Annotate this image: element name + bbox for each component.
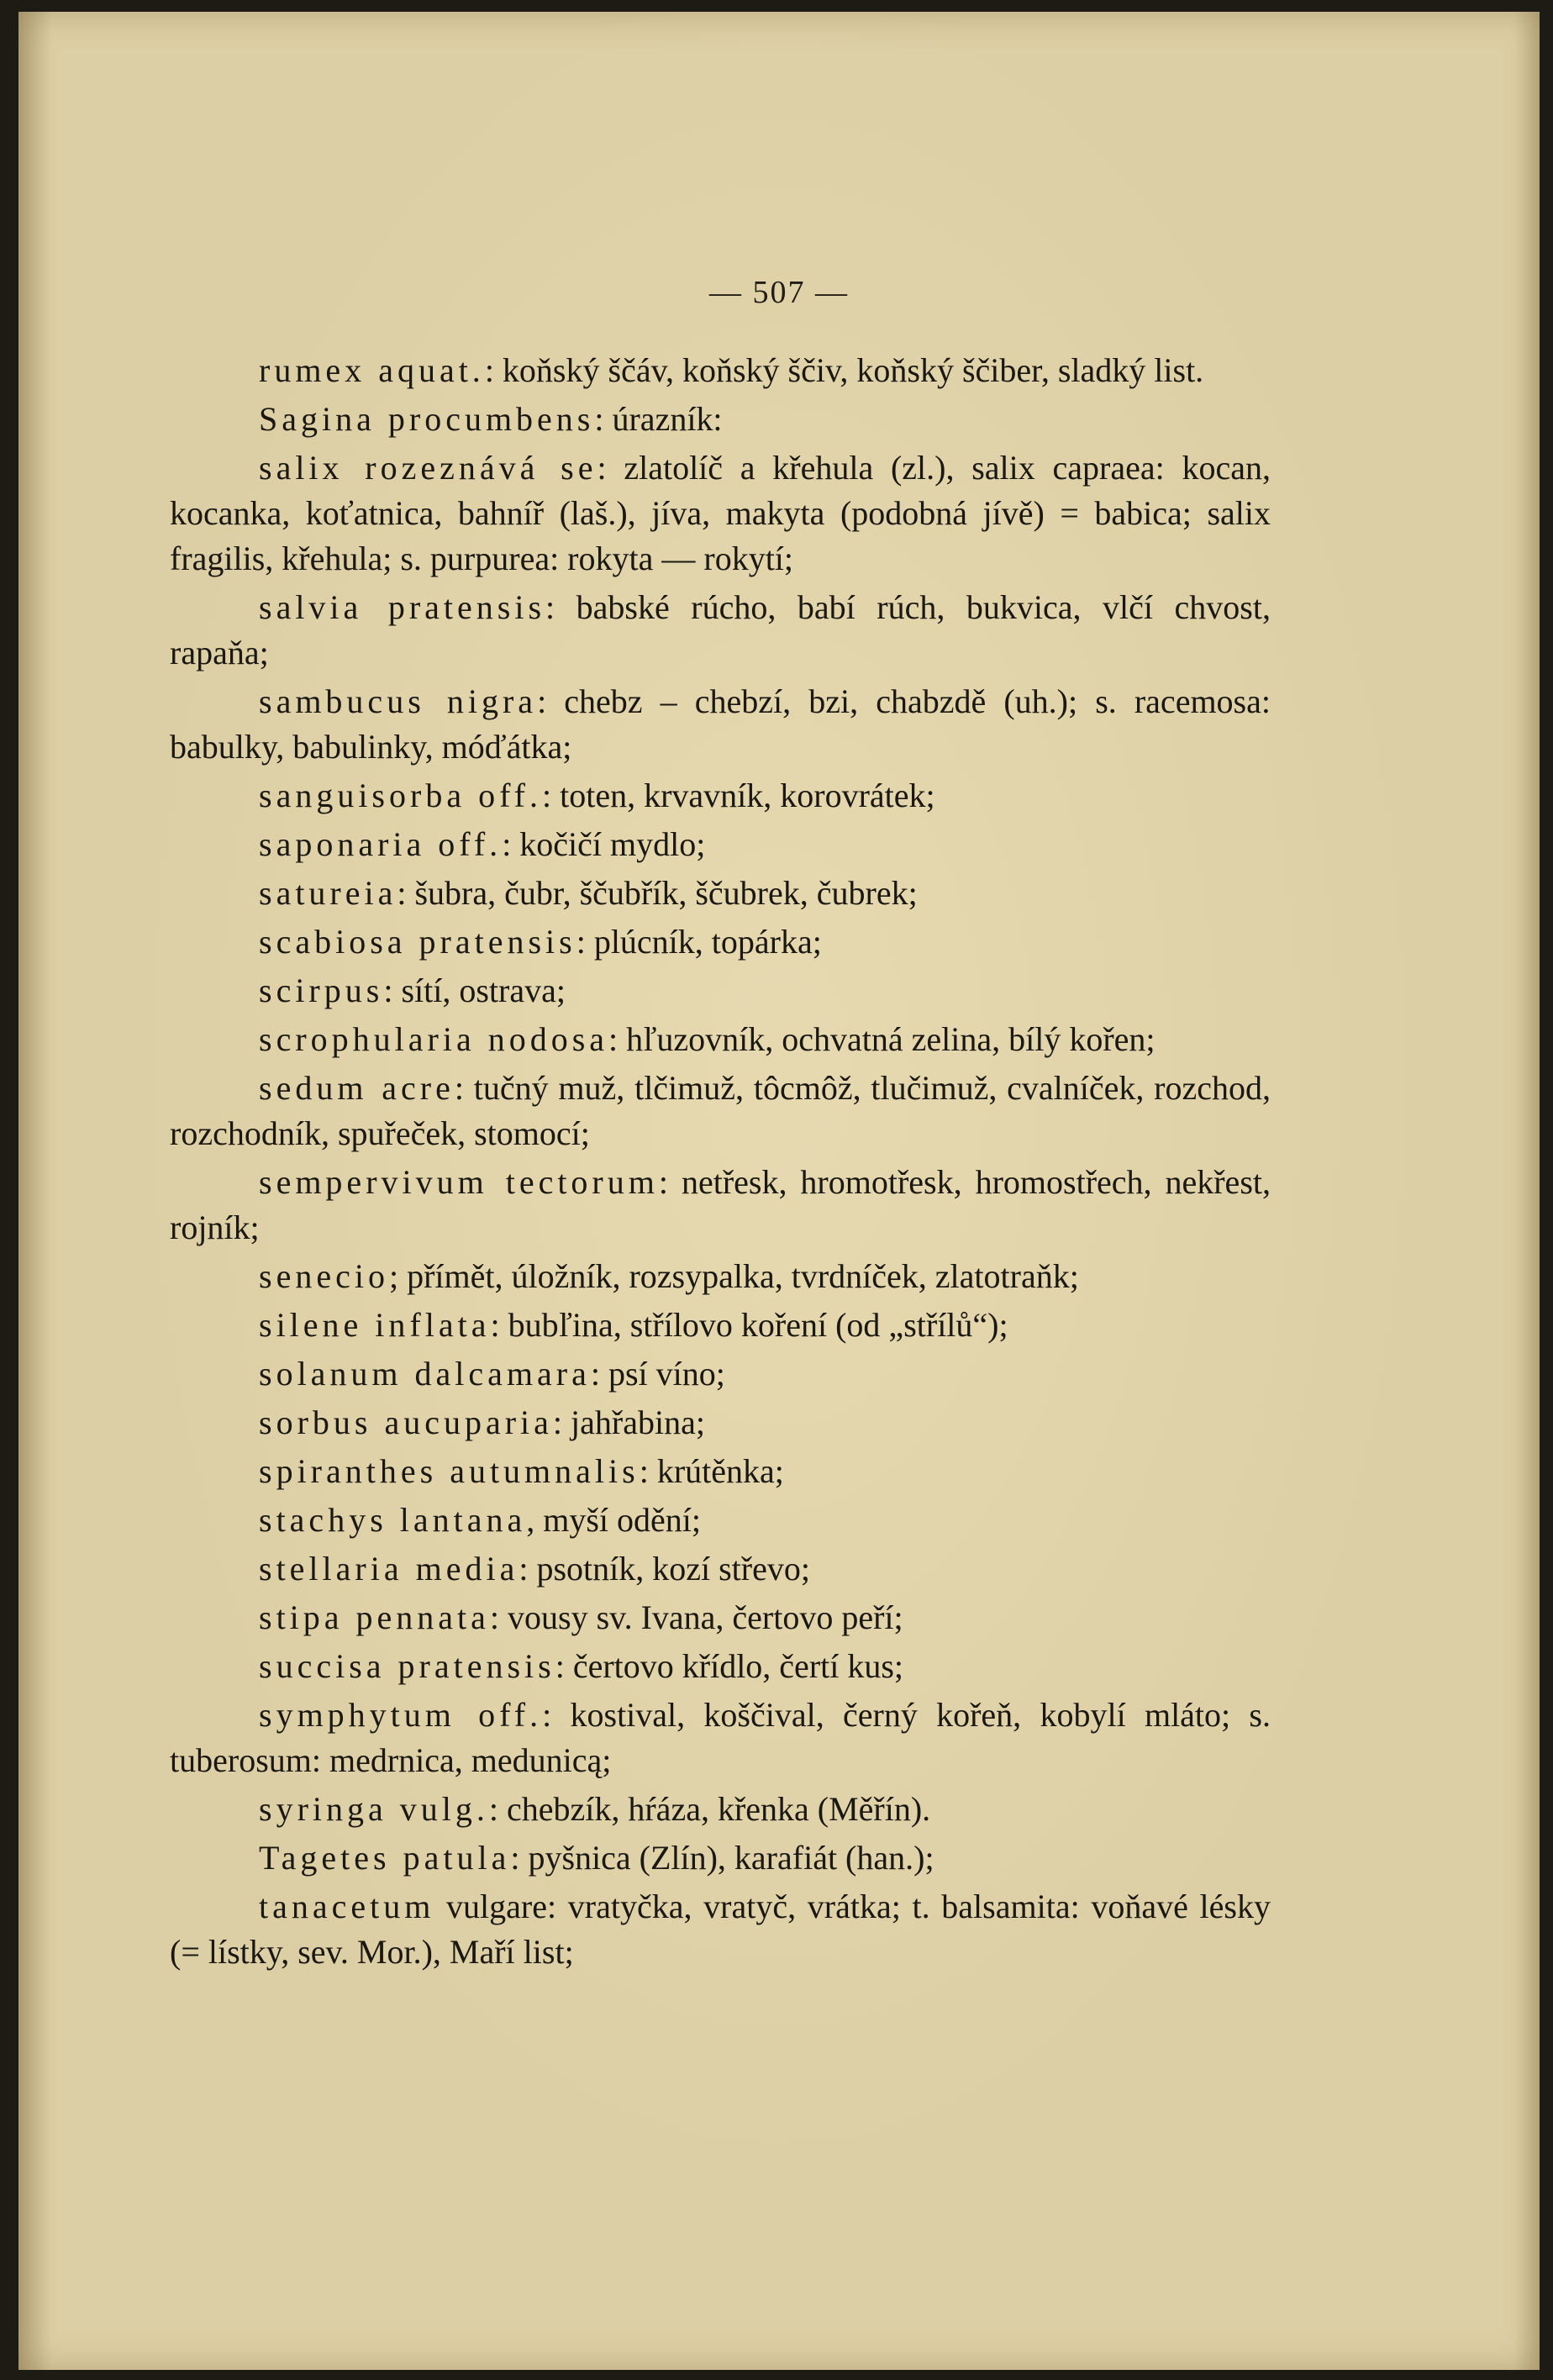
entry-text: : tučný muž, tlčimuž, tôcmôž, tlučimuž, cvalníček, rozchod, rozchodník, spuřeček, stomocí; xyxy=(170,1069,1271,1152)
entry-text: : sítí, ostrava; xyxy=(383,971,566,1009)
glossary-entry xyxy=(170,1400,1271,1445)
entry-text: : chebzík, hŕáza, křenka (Měřín). xyxy=(488,1790,931,1828)
glossary-entry xyxy=(170,1498,1271,1543)
entry-term: succisa pratensis xyxy=(259,1647,555,1685)
entry-text: : psí víno; xyxy=(590,1355,725,1393)
entry-term: salix rozeznává se xyxy=(259,449,598,487)
glossary-entry xyxy=(170,1787,1271,1832)
entry-text: : čertovo křídlo, čertí kus; xyxy=(555,1647,904,1685)
glossary-entry xyxy=(170,585,1271,676)
glossary-text xyxy=(170,348,1271,1978)
glossary-entry xyxy=(170,1066,1271,1156)
entry-term: symphytum off. xyxy=(259,1696,543,1734)
glossary-entry xyxy=(170,773,1271,819)
entry-text: : úrazník: xyxy=(594,400,723,438)
entry-term: salvia pratensis xyxy=(259,588,546,626)
entry-term: Tagetes patula xyxy=(259,1839,511,1877)
glossary-entry xyxy=(170,1303,1271,1348)
glossary-entry xyxy=(170,679,1271,770)
entry-term: stipa pennata xyxy=(259,1598,490,1636)
entry-term: sorbus aucuparia xyxy=(259,1403,553,1441)
glossary-entry xyxy=(170,445,1271,582)
entry-text: : kostival, koščival, černý kořeň, kobylí mláto; s. tuberosum: medrnica, medunicą; xyxy=(170,1696,1271,1779)
entry-text: : zlatolíč a křehula (zl.), salix capraea: kocan, kocanka, koťatnica, bahníř (laš.), jíva, makyta (podobná jívě) = babica; salix fragilis, křehula; s. purpurea: rokyta — rokytí; xyxy=(170,449,1271,577)
entry-text: : babské rúcho, babí rúch, bukvica, vlčí chvost, rapaňa; xyxy=(170,588,1271,671)
glossary-entry xyxy=(170,1254,1271,1299)
entry-term: solanum dalcamara xyxy=(259,1355,591,1393)
entry-text: ; přímět, úložník, rozsypalka, tvrdníček, zlatotraňk; xyxy=(388,1257,1079,1295)
entry-term: sempervivum tectorum xyxy=(259,1163,659,1201)
glossary-entry xyxy=(170,1884,1271,1975)
glossary-entry xyxy=(170,397,1271,442)
entry-term: Sagina procumbens xyxy=(259,400,595,438)
entry-text: : krútěnka; xyxy=(639,1452,784,1490)
entry-text: : psotník, kozí střevo; xyxy=(519,1550,810,1588)
glossary-entry xyxy=(170,1595,1271,1640)
entry-text: : kočičí mydlo; xyxy=(502,825,706,863)
glossary-entry xyxy=(170,1449,1271,1494)
book-page xyxy=(18,12,1540,2370)
glossary-entry xyxy=(170,822,1271,867)
glossary-entry xyxy=(170,1351,1271,1397)
glossary-entry xyxy=(170,968,1271,1014)
entry-term: scrophularia nodosa xyxy=(259,1020,609,1058)
entry-term: syringa vulg. xyxy=(259,1790,489,1828)
entry-text: : vousy sv. Ivana, čertovo peří; xyxy=(489,1598,903,1636)
glossary-entry xyxy=(170,348,1271,393)
entry-text: : chebz – chebzí, bzi, chabzdě (uh.); s. racemosa: babulky, babulinky, móďátka; xyxy=(170,682,1271,766)
entry-text: : bubľina, střílovo koření (od „střílů“); xyxy=(490,1306,1008,1344)
entry-term: scabiosa pratensis xyxy=(259,923,576,961)
entry-term: saponaria off. xyxy=(259,825,503,863)
entry-term: spiranthes autumnalis xyxy=(259,1452,640,1490)
entry-text: : netřesk, hromotřesk, hromostřech, nekřest, rojník; xyxy=(170,1163,1271,1246)
entry-term: senecio xyxy=(259,1257,389,1295)
entry-text: , myší odění; xyxy=(526,1501,702,1539)
entry-term: sedum acre xyxy=(259,1069,455,1107)
page-number: — 507 — xyxy=(709,275,849,310)
glossary-entry xyxy=(170,1693,1271,1783)
entry-text: vulgare: vratyčka, vratyč, vrátka; t. balsamita: voňavé lésky (= lístky, sev. Mor.), Maří list; xyxy=(170,1888,1271,1971)
entry-term: stellaria media xyxy=(259,1550,519,1588)
entry-text: : hľuzovník, ochvatná zelina, bílý kořen; xyxy=(608,1020,1156,1058)
glossary-entry xyxy=(170,1546,1271,1592)
entry-term: tanacetum xyxy=(259,1888,435,1925)
entry-term: sanguisorba off. xyxy=(259,777,542,814)
entry-term: sambucus nigra xyxy=(259,682,538,720)
entry-text: : pyšnica (Zlín), karafiát (han.); xyxy=(510,1839,934,1877)
glossary-entry xyxy=(170,1160,1271,1251)
entry-text: : toten, krvavník, korovrátek; xyxy=(542,777,935,814)
entry-text: : šubra, čubr, ščubřík, ščubrek, čubrek; xyxy=(397,874,918,912)
glossary-entry xyxy=(170,1017,1271,1062)
glossary-entry xyxy=(170,871,1271,916)
glossary-entry xyxy=(170,919,1271,965)
glossary-entry xyxy=(170,1644,1271,1689)
entry-term: scirpus xyxy=(259,971,384,1009)
entry-term: silene inflata xyxy=(259,1306,491,1344)
entry-term: rumex aquat. xyxy=(259,351,485,389)
entry-text: : jahřabina; xyxy=(552,1403,705,1441)
glossary-entry xyxy=(170,1835,1271,1881)
entry-term: stachys lantana xyxy=(259,1501,527,1539)
entry-text: : plúcník, topárka; xyxy=(576,923,822,961)
entry-text: : koňský ščáv, koňský ščiv, koňský ščiber, sladký list. xyxy=(484,351,1204,389)
entry-term: satureia xyxy=(259,874,397,912)
